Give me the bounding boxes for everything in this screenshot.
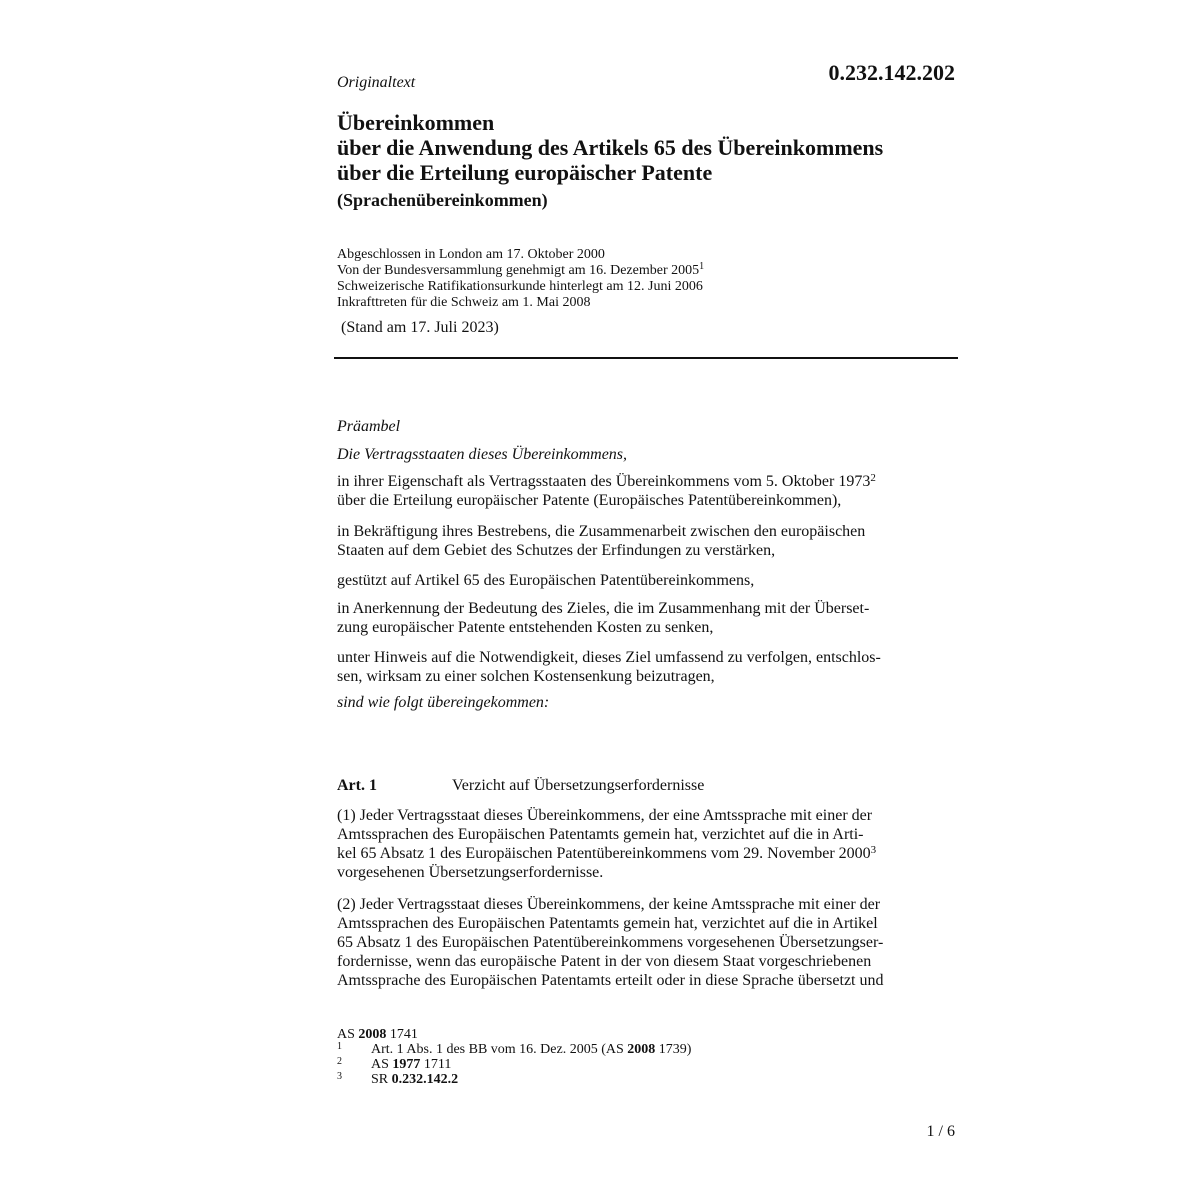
meta-approved-text: Von der Bundesversammlung genehmigt am 16. Dezember 2005: [337, 263, 700, 278]
preamble-p1-line-2: über die Erteilung europäischer Patente (Europäisches Patentübereinkommen),: [337, 492, 842, 509]
as-prefix: AS: [337, 1027, 355, 1042]
meta-concluded: Abgeschlossen in London am 17. Oktober 2000: [337, 247, 605, 262]
footnote-number: 1: [337, 1041, 342, 1052]
originaltext-label: Originaltext: [337, 74, 416, 91]
preamble-p2-line-2: Staaten auf dem Gebiet des Schutzes der Erfindungen zu verstärken,: [337, 542, 776, 559]
article-1-title: Verzicht auf Übersetzungserfordernisse: [452, 777, 705, 794]
preamble-p5-line-1: unter Hinweis auf die Notwendigkeit, dieses Ziel umfassend zu verfolgen, entschlos-: [337, 649, 881, 666]
art1-p2-line-3: 65 Absatz 1 des Europäischen Patentübereinkommens vorgesehenen Übersetzungser-: [337, 934, 884, 951]
footnote-text-part: 1711: [420, 1057, 452, 1072]
art1-p2-line-5: Amtssprache des Europäischen Patentamts erteilt oder in diese Sprache übersetzt und: [337, 972, 884, 989]
meta-entry-into-force: Inkrafttreten für die Schweiz am 1. Mai 2008: [337, 295, 591, 310]
article-1-number: Art. 1: [337, 777, 377, 794]
preamble-p1-text: in ihrer Eigenschaft als Vertragsstaaten des Übereinkommens vom 5. Oktober 1973: [337, 473, 871, 490]
art1-p1-line-3-text: kel 65 Absatz 1 des Europäischen Patentübereinkommens vom 29. November 2000: [337, 845, 871, 862]
preamble-intro: Die Vertragsstaaten dieses Übereinkommens,: [337, 446, 628, 463]
footnote-text-part: 1739): [655, 1042, 692, 1057]
footnote-bold-part: 2008: [627, 1042, 656, 1057]
as-page: 1741: [389, 1027, 418, 1042]
footnote-ref-3[interactable]: 3: [870, 844, 877, 856]
article-1-paragraph-2: [337, 895, 954, 990]
title-line-2: über die Anwendung des Artikels 65 des Übereinkommens: [337, 135, 884, 160]
art1-p1-line-3: [337, 844, 954, 863]
document-title: [337, 110, 977, 185]
header-divider: [334, 357, 958, 359]
footnote-text-part: AS: [371, 1057, 393, 1072]
preamble-p4-line-2: zung europäischer Patente entstehenden Kosten zu senken,: [337, 619, 714, 636]
footnote-text: [371, 1072, 458, 1087]
footnote-number: 2: [337, 1056, 342, 1067]
official-collection-reference: [337, 1027, 957, 1042]
short-title: (Sprachenübereinkommen): [337, 190, 548, 210]
footnote-bold-part: 0.232.142.2: [391, 1072, 459, 1087]
footnote-number: 3: [337, 1071, 342, 1082]
footnote-text: [371, 1042, 691, 1057]
art1-p1-line-1: (1) Jeder Vertragsstaat dieses Übereinkommens, der eine Amtssprache mit einer der: [337, 807, 873, 824]
art1-p1-line-2: Amtssprachen des Europäischen Patentamts gemein hat, verzichtet auf die in Arti-: [337, 826, 864, 843]
as-reference: [337, 1027, 418, 1042]
preamble-p2-line-1: in Bekräftigung ihres Bestrebens, die Zusammenarbeit zwischen den europäischen: [337, 523, 866, 540]
page-number: 1 / 6: [926, 1123, 955, 1140]
preamble-paragraph-1: [337, 472, 954, 510]
preamble-closing: sind wie folgt übereingekommen:: [337, 694, 550, 711]
footnote-2: [337, 1057, 957, 1072]
art1-p2-line-1: (2) Jeder Vertragsstaat dieses Übereinkommens, der keine Amtssprache mit einer der: [337, 896, 881, 913]
title-line-1: Übereinkommen: [337, 110, 495, 135]
title-line-3: über die Erteilung europäischer Patente: [337, 160, 713, 185]
art1-p2-line-4: fordernisse, wenn das europäische Patent in der von diesem Staat vorgeschriebenen: [337, 953, 872, 970]
preamble-heading: Präambel: [337, 418, 401, 435]
meta-ratification: Schweizerische Ratifikationsurkunde hinterlegt am 12. Juni 2006: [337, 279, 703, 294]
preamble-paragraph-2: [337, 522, 954, 560]
enactment-info: [337, 247, 977, 311]
art1-p2-line-2: Amtssprachen des Europäischen Patentamts gemein hat, verzichtet auf die in Artikel: [337, 915, 878, 932]
preamble-p1-line-1: [337, 472, 954, 491]
sr-number: 0.232.142.202: [828, 60, 955, 85]
footnote-text: [371, 1057, 451, 1072]
footnote-text-part: Art. 1 Abs. 1 des BB vom 16. Dez. 2005 (AS: [371, 1042, 628, 1057]
preamble-paragraph-5: [337, 648, 954, 686]
footnote-1: [337, 1042, 957, 1057]
art1-p1-line-4: vorgesehenen Übersetzungserfordernisse.: [337, 864, 604, 881]
status-date: (Stand am 17. Juli 2023): [341, 319, 499, 336]
footnote-ref-1[interactable]: 1: [699, 261, 705, 272]
footnote-bold-part: 1977: [392, 1057, 421, 1072]
preamble-paragraph-4: [337, 599, 954, 637]
preamble-p5-line-2: sen, wirksam zu einer solchen Kostensenkung beizutragen,: [337, 668, 715, 685]
as-year: 2008: [358, 1027, 387, 1042]
article-1-paragraph-1: [337, 806, 954, 882]
footnotes: [337, 1027, 957, 1087]
footnote-3: [337, 1072, 957, 1087]
footnote-text-part: SR: [371, 1072, 392, 1087]
article-1-heading: [337, 777, 704, 795]
preamble-paragraph-3: gestützt auf Artikel 65 des Europäischen Patentübereinkommens,: [337, 572, 755, 589]
footnote-ref-2[interactable]: 2: [870, 472, 876, 484]
preamble-p4-line-1: in Anerkennung der Bedeutung des Zieles, die im Zusammenhang mit der Überset-: [337, 600, 870, 617]
meta-approved: [337, 263, 977, 279]
